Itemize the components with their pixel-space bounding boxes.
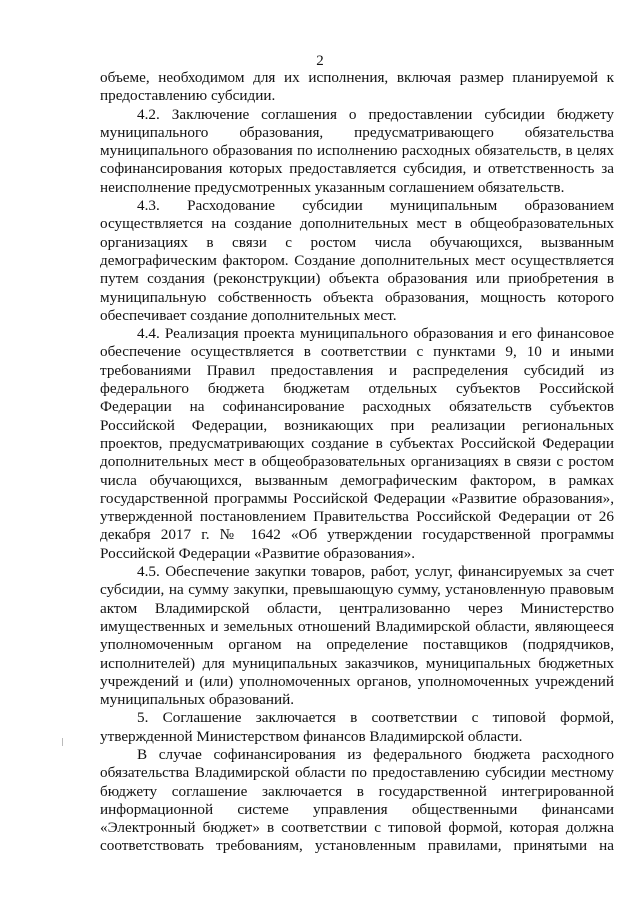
paragraph-5: 5. Соглашение заключается в соответствии с типовой формой, утвержденной Министерством финансов Владимирской области. [100, 709, 614, 745]
paragraph-4-4: 4.4. Реализация проекта муниципального образования и его финансовое обеспечение осуществляется в соответствии с пунктами 9, 10 и иными требованиями Правил предоставления и распределения субсидий из федерального бюджета бюджетам отдельных субъектов Российской Федерации на софинансирование расходных обязательств субъектов Российской Федерации, возникающих при реализации региональных проектов, предусматривающих создание в субъектах Российской Федерации дополнительных мест в общеобразовательных организациях в связи с ростом числа обучающихся, вызванным демографическим фактором, в рамках государственной программы Российской Федерации «Развитие образования», утвержденной постановлением Правительства Российской Федерации от 26 декабря 2017 г. № 1642 «Об утверждении государственной программы Российской Федерации «Развитие образования». [100, 325, 614, 562]
paragraph-4-2: 4.2. Заключение соглашения о предоставлении субсидии бюджету муниципального образования, предусматривающего обязательства муниципального образования по исполнению расходных обязательств, в целях софинансирования которых предоставляется субсидия, и ответственность за неисполнение предусмотренных указанным соглашением обязательств. [100, 105, 614, 196]
margin-mark [62, 738, 63, 746]
page-number: 2 [316, 53, 324, 69]
paragraph-4-3: 4.3. Расходование субсидии муниципальным образованием осуществляется на создание дополнительных мест в общеобразовательных организациях в связи с ростом числа обучающихся, вызванным демографическим фактором. Создание дополнительных мест осуществляется путем создания (реконструкции) объекта образования или приобретения в муниципальную собственность объекта образования, мощность которого обеспечивает создание дополнительных мест. [100, 197, 614, 324]
paragraph-4-5: 4.5. Обеспечение закупки товаров, работ, услуг, финансируемых за счет субсидии, на сумму закупки, превышающую сумму, установленную правовым актом Владимирской области, централизованно через Министерство имущественных и земельных отношений Владимирской области, являющееся уполномоченным органом на определение поставщиков (подрядчиков, исполнителей) для муниципальных заказчиков, муниципальных бюджетных учреждений и (или) уполномоченных органов, уполномоченных учреждений муниципальных образований. [100, 563, 614, 709]
paragraph-continuation: объеме, необходимом для их исполнения, включая размер планируемой к предоставлению субсидии. [100, 69, 614, 105]
document-body [100, 69, 614, 856]
paragraph-federal-cofinancing: В случае софинансирования из федерального бюджета расходного обязательства Владимирской области по предоставлению субсидии местному бюджету соглашение заключается в государственной интегрированной информационной системе управления общественными финансами «Электронный бюджет» в соответствии с типовой формой, которая должна соответствовать требованиям, установленным правилами, принятыми на [100, 745, 614, 855]
